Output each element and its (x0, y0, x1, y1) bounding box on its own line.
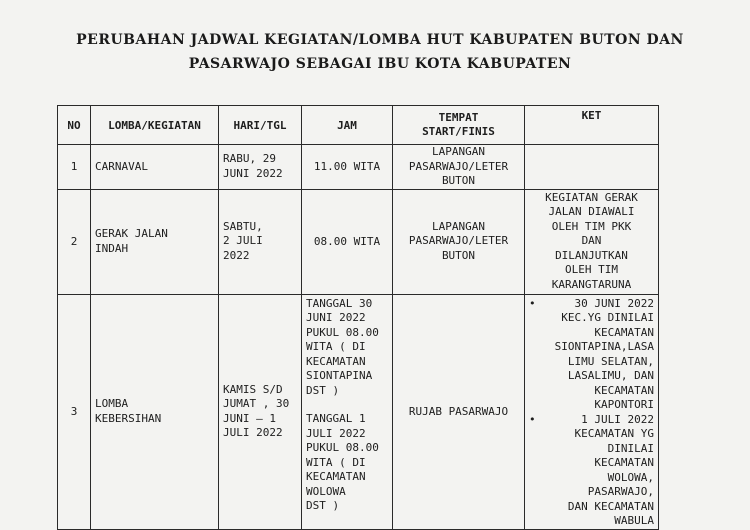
cell-lomba: GERAK JALAN INDAH (91, 189, 219, 294)
ket-list (529, 297, 654, 529)
list-item: • 30 JUNI 2022 KEC.YG DINILAI KECAMATAN SIONTAPINA,LASA LIMU SELATAN, LASALIMU, DAN KECAMATAN KAPONTORI (529, 297, 654, 413)
jam-part-1: TANGGAL 30 JUNI 2022 PUKUL 08.00 WITA ( DI KECAMATAN SIONTAPINA DST ) (306, 296, 379, 397)
table-row (58, 189, 659, 294)
cell-lomba: LOMBA KEBERSIHAN (91, 294, 219, 529)
header-hari: HARI/TGL (219, 106, 302, 145)
cell-jam: 11.00 WITA (302, 145, 393, 190)
cell-ket: KEGIATAN GERAK JALAN DIAWALI OLEH TIM PKK DAN DILANJUTKAN OLEH TIM KARANGTARUNA (525, 189, 659, 294)
jam-part-2: TANGGAL 1 JULI 2022 PUKUL 08.00 WITA ( DI KECAMATAN WOLOWA DST ) (306, 412, 379, 512)
cell-no: 2 (58, 189, 91, 294)
cell-ket (525, 294, 659, 529)
title-line-1: PERUBAHAN JADWAL KEGIATAN/LOMBA HUT KABUPATEN BUTON DAN (76, 32, 684, 48)
cell-hari: RABU, 29 JUNI 2022 (219, 145, 302, 190)
table-row (58, 145, 659, 190)
cell-no: 1 (58, 145, 91, 190)
table-header-row (58, 106, 659, 145)
cell-ket (525, 145, 659, 190)
table-row (58, 294, 659, 529)
cell-jam (302, 294, 393, 529)
cell-jam: 08.00 WITA (302, 189, 393, 294)
title-line-2: PASARWAJO SEBAGAI IBU KOTA KABUPATEN (188, 56, 572, 72)
cell-no: 3 (58, 294, 91, 529)
cell-tempat: LAPANGAN PASARWAJO/LETER BUTON (393, 145, 525, 190)
header-tempat: TEMPAT START/FINIS (393, 106, 525, 145)
cell-hari: KAMIS S/D JUMAT , 30 JUNI – 1 JULI 2022 (219, 294, 302, 529)
schedule-table (57, 105, 659, 530)
list-item: • 1 JULI 2022 KECAMATAN YG DINILAI KECAMATAN WOLOWA, PASARWAJO, DAN KECAMATAN WABULA (529, 413, 654, 529)
header-lomba: LOMBA/KEGIATAN (91, 106, 219, 145)
cell-lomba: CARNAVAL (91, 145, 219, 190)
document-title (40, 28, 720, 76)
header-no: NO (58, 106, 91, 145)
cell-tempat: RUJAB PASARWAJO (393, 294, 525, 529)
header-ket: KET (525, 106, 659, 145)
cell-tempat: LAPANGAN PASARWAJO/LETER BUTON (393, 189, 525, 294)
header-jam: JAM (302, 106, 393, 145)
cell-hari: SABTU, 2 JULI 2022 (219, 189, 302, 294)
